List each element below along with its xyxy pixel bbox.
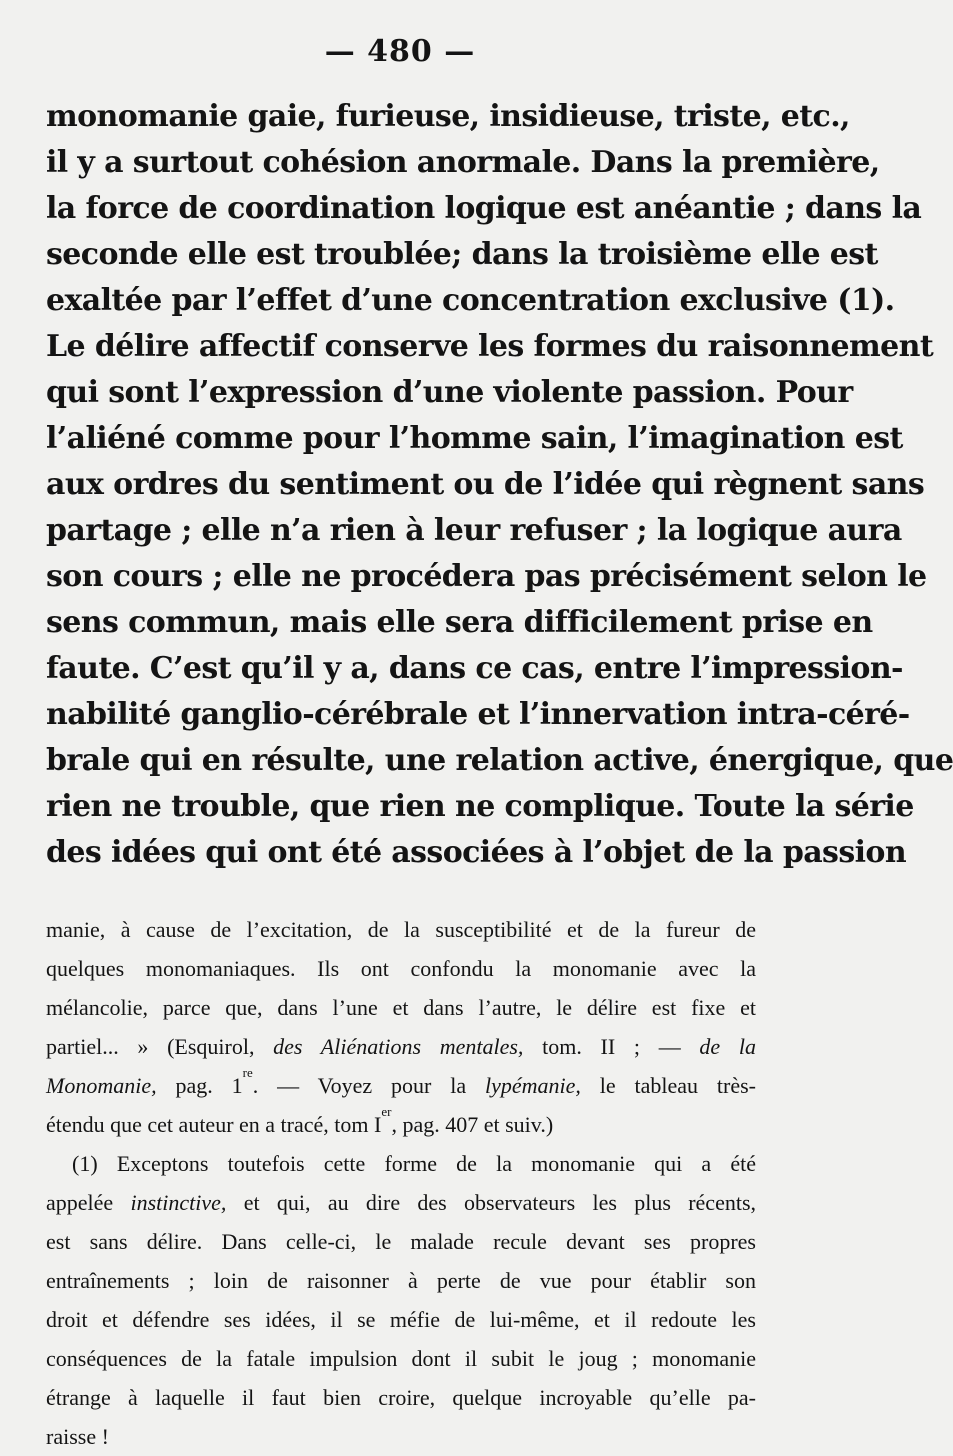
footnote-citation-title: lypémanie, [484,1073,581,1098]
footnotes [46,910,756,1456]
footnote-line: mélancolie, parce que, dans l’une et dans l’autre, le délire est fixe et [46,995,756,1020]
footnote-line [46,1183,756,1222]
text-line: sens commun, mais elle sera difficilement prise en [46,605,873,640]
footnote-text: appelée [46,1190,114,1215]
superscript: re [242,1065,253,1080]
footnote-emphasis: instinctive, [130,1190,227,1215]
footnote-line: conséquences de la fatale impulsion dont il subit le joug ; monomanie [46,1346,756,1371]
footnote-text: et qui, au dire des observateurs les plus récents, [243,1190,757,1215]
text-line: l’aliéné comme pour l’homme sain, l’imagination est [46,421,903,456]
text-line: exaltée par l’effet d’une concentration exclusive (1). [46,283,895,318]
text-line: Le délire affectif conserve les formes du raisonnement [46,329,934,364]
footnote-text: le tableau très- [599,1073,756,1098]
text-line: qui sont l’expression d’une violente passion. Pour [46,375,853,410]
footnote-line: est sans délire. Dans celle-ci, le malade recule devant ses propres [46,1229,756,1254]
footnote-citation-title: Monomanie, [46,1073,157,1098]
text-line: des idées qui ont été associées à l’objet de la passion [46,835,907,870]
text-line: faute. C’est qu’il y a, dans ce cas, entre l’impression- [46,651,903,686]
text-line: nabilité ganglio-cérébrale et l’innervation intra-céré- [46,697,910,732]
text-line: brale qui en résulte, une relation active, énergique, que [46,743,953,778]
text-line: partage ; elle n’a rien à leur refuser ; la logique aura [46,513,902,548]
text-line: rien ne trouble, que rien ne complique. Toute la série [46,789,914,824]
footnote-line [46,1105,756,1144]
footnote-line: raisse ! [46,1424,109,1449]
text-line: seconde elle est troublée; dans la troisième elle est [46,237,878,272]
text-line: il y a surtout cohésion anormale. Dans la première, [46,145,880,180]
footnote-citation-title: des Aliénations mentales, [273,1034,524,1059]
footnote-text: tom. II ; — [542,1034,681,1059]
footnote-line [46,1027,756,1066]
text-line: son cours ; elle ne procédera pas précisément selon le [46,559,927,594]
text-line: la force de coordination logique est anéantie ; dans la [46,191,922,226]
text-line: aux ordres du sentiment ou de l’idée qui règnent sans [46,467,925,502]
footnote-text [175,1065,467,1098]
footnote-line [46,1066,756,1105]
footnote-text: , pag. 407 et suiv.) [391,1112,554,1137]
page-number: — 480 — [324,34,476,69]
footnote-line: quelques monomaniaques. Ils ont confondu la monomanie avec la [46,956,756,981]
footnote-line: (1) Exceptons toutefois cette forme de la monomanie qui a été [72,1151,756,1176]
text-line: monomanie gaie, furieuse, insidieuse, triste, etc., [46,99,850,134]
footnote-citation-title: de la [699,1034,756,1059]
superscript: er [381,1104,392,1119]
footnote-text: étendu que cet auteur en a tracé, tom I [46,1112,382,1137]
main-text [46,94,953,876]
footnote-text: . — Voyez pour la [252,1073,467,1098]
footnote-line: entraînements ; loin de raisonner à perte de vue pour établir son [46,1268,756,1293]
footnote-page: pag. 1 [175,1073,243,1098]
footnote-line: droit et défendre ses idées, il se méfie de lui-même, et il redoute les [46,1307,756,1332]
footnote-text: partiel... » (Esquirol, [46,1034,255,1059]
footnote-line: étrange à laquelle il faut bien croire, quelque incroyable qu’elle pa- [46,1385,756,1410]
footnote-line: manie, à cause de l’excitation, de la susceptibilité et de la fureur de [46,917,756,942]
